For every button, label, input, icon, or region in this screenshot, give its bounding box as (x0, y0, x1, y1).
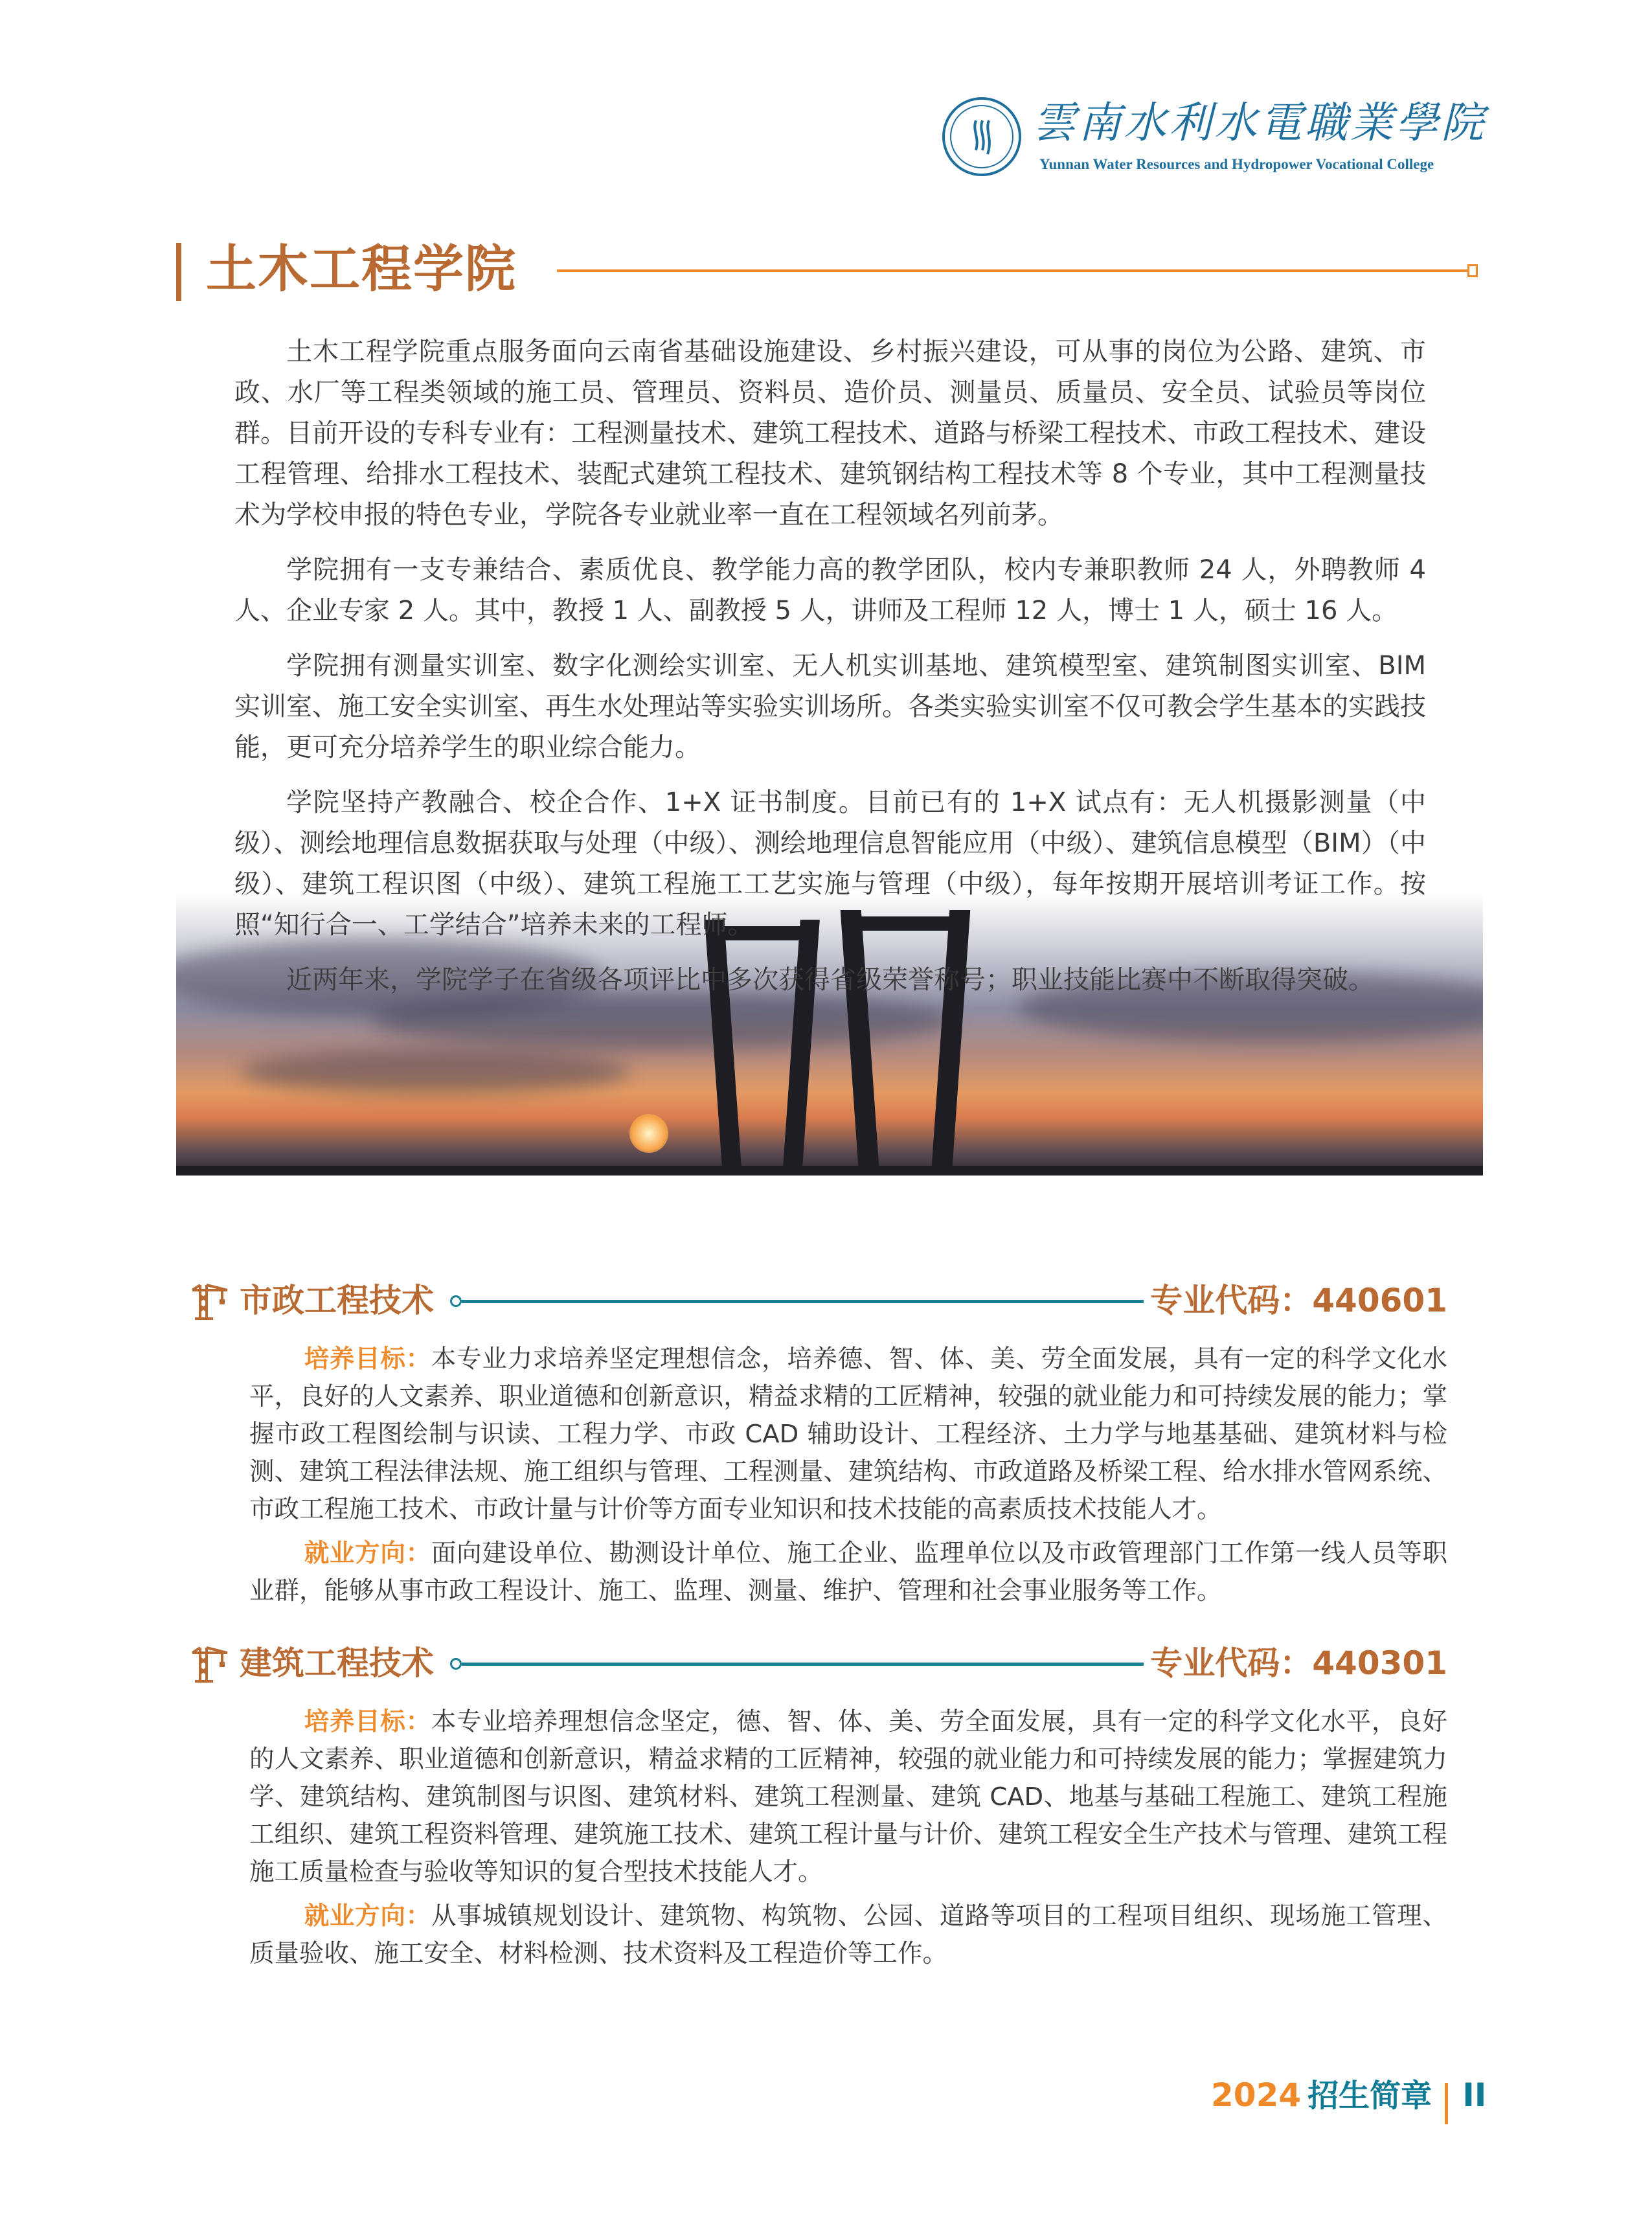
divider-dot (450, 1295, 462, 1307)
major-code: 专业代码：440601 (1144, 1276, 1447, 1325)
footer-year: 2024 (1211, 2076, 1302, 2114)
intro-paragraph: 土木工程学院重点服务面向云南省基础设施建设、乡村振兴建设，可从事的岗位为公路、建筑、市政、水厂等工程类领域的施工员、管理员、资料员、造价员、测量员、质量员、安全员、试验员等岗位群。目前开设的专科专业有：工程测量技术、建筑工程技术、道路与桥梁工程技术、市政工程技术、建设工程管理、给排水工程技术、装配式建筑工程技术、建筑钢结构工程技术等 8 个专业，其中工程测量技术为学校申报的特色专业，学院各专业就业率一直在工程领域名列前茅。 (234, 337, 1426, 530)
sun (629, 1114, 668, 1153)
goal-text: 本专业培养理想信念坚定，德、智、体、美、劳全面发展，具有一定的科学文化水平，良好的人文素养、职业道德和创新意识，精益求精的工匠精神，较强的就业能力和可持续发展的能力；掌握建筑力学、建筑结构、建筑制图与识图、建筑材料、建筑工程测量、建筑 CAD、地基与基础工程施工、建筑工程施工组织、建筑工程资料管理、建筑施工技术、建筑工程计量与计价、建筑工程安全生产技术与管理、建筑工程施工质量检查与验收等知识的复合型技术技能人才。 (249, 1707, 1447, 1887)
major-header (191, 1639, 1447, 1690)
page-footer (1211, 2073, 1486, 2118)
major-body (249, 1703, 1447, 1973)
college-logo (942, 97, 1512, 181)
intro-paragraph: 学院拥有一支专兼结合、素质优良、教学能力高的教学团队，校内专兼职教师 24 人，外聘教师 4 人、企业专家 2 人。其中，教授 1 人、副教授 5 人，讲师及工程师 12 人，博士 1 人，硕士 16 人。 (234, 555, 1426, 626)
job-text: 面向建设单位、勘测设计单位、施工企业、监理单位以及市政管理部门工作第一线人员等职业群，能够从事市政工程设计、施工、监理、测量、维护、管理和社会事业服务等工作。 (249, 1539, 1447, 1606)
major-name: 建筑工程技术 (240, 1644, 434, 1682)
logo-chinese-name: 雲南水利水電職業學院 (1033, 98, 1486, 148)
major-section-building (191, 1639, 1447, 1973)
footer-separator (1445, 2083, 1448, 2124)
footer-title: 招生简章 (1307, 2078, 1432, 2114)
training-goal (249, 1703, 1447, 1891)
intro-paragraph: 学院坚持产教融合、校企合作、1+X 证书制度。目前已有的 1+X 试点有：无人机摄影测量（中级）、测绘地理信息数据获取与处理（中级）、测绘地理信息智能应用（中级）、建筑信息模型（BIM）（中级）、建筑工程识图（中级）、建筑工程施工工艺实施与管理（中级），每年按期开展培训考证工作。按照“知行合一、工学结合”培养未来的工程师。 (234, 788, 1426, 940)
page-number: II (1462, 2076, 1487, 2114)
title-divider (557, 269, 1470, 272)
goal-text: 本专业力求培养坚定理想信念，培养德、智、体、美、劳全面发展，具有一定的科学文化水平，良好的人文素养、职业道德和创新意识，精益求精的工匠精神，较强的就业能力和可持续发展的能力；掌握市政工程图绘制与识读、工程力学、市政 CAD 辅助设计、工程经济、土力学与地基基础、建筑材料与检测、建筑工程法律法规、施工组织与管理、工程测量、建筑结构、市政道路及桥梁工程、给水排水管网系统、市政工程施工技术、市政计量与计价等方面专业知识和技术技能的高素质技术技能人才。 (249, 1345, 1447, 1524)
job-text: 从事城镇规划设计、建筑物、构筑物、公园、道路等项目的工程项目组织、现场施工管理、质量验收、施工安全、材料检测、技术资料及工程造价等工作。 (249, 1902, 1447, 1968)
title-divider-end (1467, 264, 1478, 277)
employment-direction (249, 1898, 1447, 1973)
divider-line (462, 1300, 1161, 1303)
intro-paragraph: 学院拥有测量实训室、数字化测绘实训室、无人机实训基地、建筑模型室、建筑制图实训室、BIM 实训室、施工安全实训室、再生水处理站等实验实训场所。各类实验实训室不仅可教会学生基本的实践技能，更可充分培养学生的职业综合能力。 (234, 651, 1426, 762)
logo-english-name: Yunnan Water Resources and Hydropower Vocational College (1039, 156, 1434, 172)
job-label: 就业方向： (304, 1902, 431, 1931)
intro-text (234, 332, 1426, 1015)
major-name: 市政工程技术 (240, 1282, 434, 1319)
crane-icon (191, 1280, 230, 1321)
employment-direction (249, 1535, 1447, 1610)
job-label: 就业方向： (304, 1539, 431, 1568)
title-accent-bar (176, 243, 181, 301)
page-title: 土木工程学院 (206, 240, 517, 299)
divider-dot (450, 1658, 462, 1670)
major-section-municipal (191, 1276, 1447, 1610)
majors-list (191, 1276, 1447, 2001)
divider-line (462, 1663, 1161, 1666)
college-seal (942, 97, 1021, 176)
training-goal (249, 1341, 1447, 1528)
major-header (191, 1276, 1447, 1328)
intro-paragraph: 近两年来，学院学子在省级各项评比中多次获得省级荣誉称号；职业技能比赛中不断取得突破。 (286, 965, 1374, 995)
major-body (249, 1341, 1447, 1610)
major-code: 专业代码：440301 (1144, 1639, 1447, 1688)
goal-label: 培养目标： (304, 1707, 431, 1736)
crane-icon (191, 1642, 230, 1684)
water-wave-icon (971, 118, 997, 157)
goal-label: 培养目标： (304, 1345, 431, 1374)
